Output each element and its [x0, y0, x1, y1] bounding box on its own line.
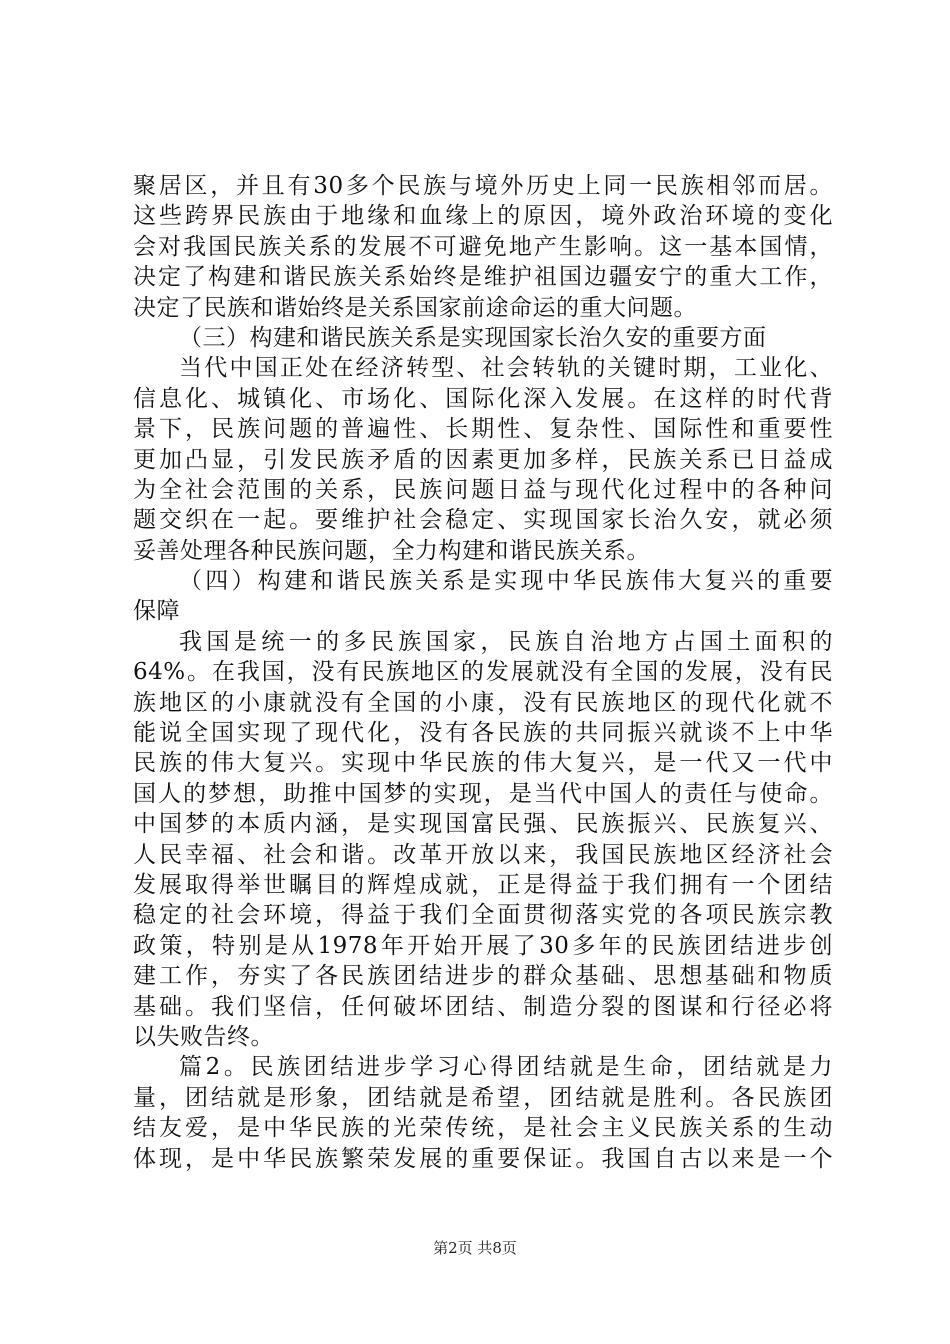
- body-line: 中国梦的本质内涵，是实现国富民强、民族振兴、民族复兴、: [133, 811, 833, 838]
- body-line: 景下，民族问题的普遍性、长期性、复杂性、国际性和重要性: [133, 416, 833, 443]
- body-line: 建工作，夯实了各民族团结进步的群众基础、思想基础和物质: [133, 963, 833, 990]
- body-line: 当代中国正处在经济转型、社会转轨的关键时期，工业化、: [179, 355, 833, 382]
- body-line: 国人的梦想，助推中国梦的实现，是当代中国人的责任与使命。: [133, 780, 833, 807]
- body-line: 族地区的小康就没有全国的小康，没有民族地区的现代化就不: [133, 689, 833, 716]
- body-line: 妥善处理各种民族问题，全力构建和谐民族关系。: [133, 537, 650, 564]
- body-line: 信息化、城镇化、市场化、国际化深入发展。在这样的时代背: [133, 385, 833, 412]
- document-body: [133, 171, 833, 1174]
- body-line: 能说全国实现了现代化，没有各民族的共同振兴就谈不上中华: [133, 720, 833, 747]
- body-line: 64%。在我国，没有民族地区的发展就没有全国的发展，没有民: [133, 659, 833, 686]
- body-line: 决定了民族和谐始终是关系国家前途命运的重大问题。: [133, 294, 697, 321]
- body-line: 这些跨界民族由于地缘和血缘上的原因，境外政治环境的变化: [133, 203, 833, 230]
- body-line: 更加凸显，引发民族矛盾的因素更加多样，民族关系已日益成: [133, 446, 833, 473]
- body-line: 题交织在一起。要维护社会稳定、实现国家长治久安，就必须: [133, 507, 833, 534]
- body-line: 基础。我们坚信，任何破坏团结、制造分裂的图谋和行径必将: [133, 993, 833, 1020]
- body-line: 民族的伟大复兴。实现中华民族的伟大复兴，是一代又一代中: [133, 750, 833, 777]
- body-line: 体现，是中华民族繁荣发展的重要保证。我国自古以来是一个: [133, 1145, 833, 1172]
- body-line: 结友爱，是中华民族的光荣传统，是社会主义民族关系的生动: [133, 1115, 833, 1142]
- section-heading-4-continued: 保障: [133, 598, 180, 625]
- body-line: 为全社会范围的关系，民族问题日益与现代化过程中的各种问: [133, 476, 833, 503]
- body-line: 以失败告终。: [133, 1023, 274, 1050]
- section-heading-3: （三）构建和谐民族关系是实现国家长治久安的重要方面: [179, 324, 767, 351]
- body-line: 政策，特别是从1978年开始开展了30多年的民族团结进步创: [133, 932, 833, 959]
- body-line: 会对我国民族关系的发展不可避免地产生影响。这一基本国情，: [133, 233, 833, 260]
- body-line: 稳定的社会环境，得益于我们全面贯彻落实党的各项民族宗教: [133, 902, 833, 929]
- body-line: 决定了构建和谐民族关系始终是维护祖国边疆安宁的重大工作，: [133, 264, 833, 291]
- body-line: 我国是统一的多民族国家，民族自治地方占国土面积的: [179, 628, 833, 655]
- body-line: 量，团结就是形象，团结就是希望，团结就是胜利。各民族团: [133, 1084, 833, 1111]
- page-footer: 第2页 共8页: [433, 1239, 517, 1257]
- body-line: 发展取得举世瞩目的辉煌成就，正是得益于我们拥有一个团结: [133, 871, 833, 898]
- body-line: 人民幸福、社会和谐。改革开放以来，我国民族地区经济社会: [133, 841, 833, 868]
- body-line: 聚居区，并且有30多个民族与境外历史上同一民族相邻而居。: [133, 173, 833, 199]
- body-line: 篇2。民族团结进步学习心得团结就是生命，团结就是力: [179, 1054, 833, 1081]
- section-heading-4: （四）构建和谐民族关系是实现中华民族伟大复兴的重要: [179, 568, 833, 595]
